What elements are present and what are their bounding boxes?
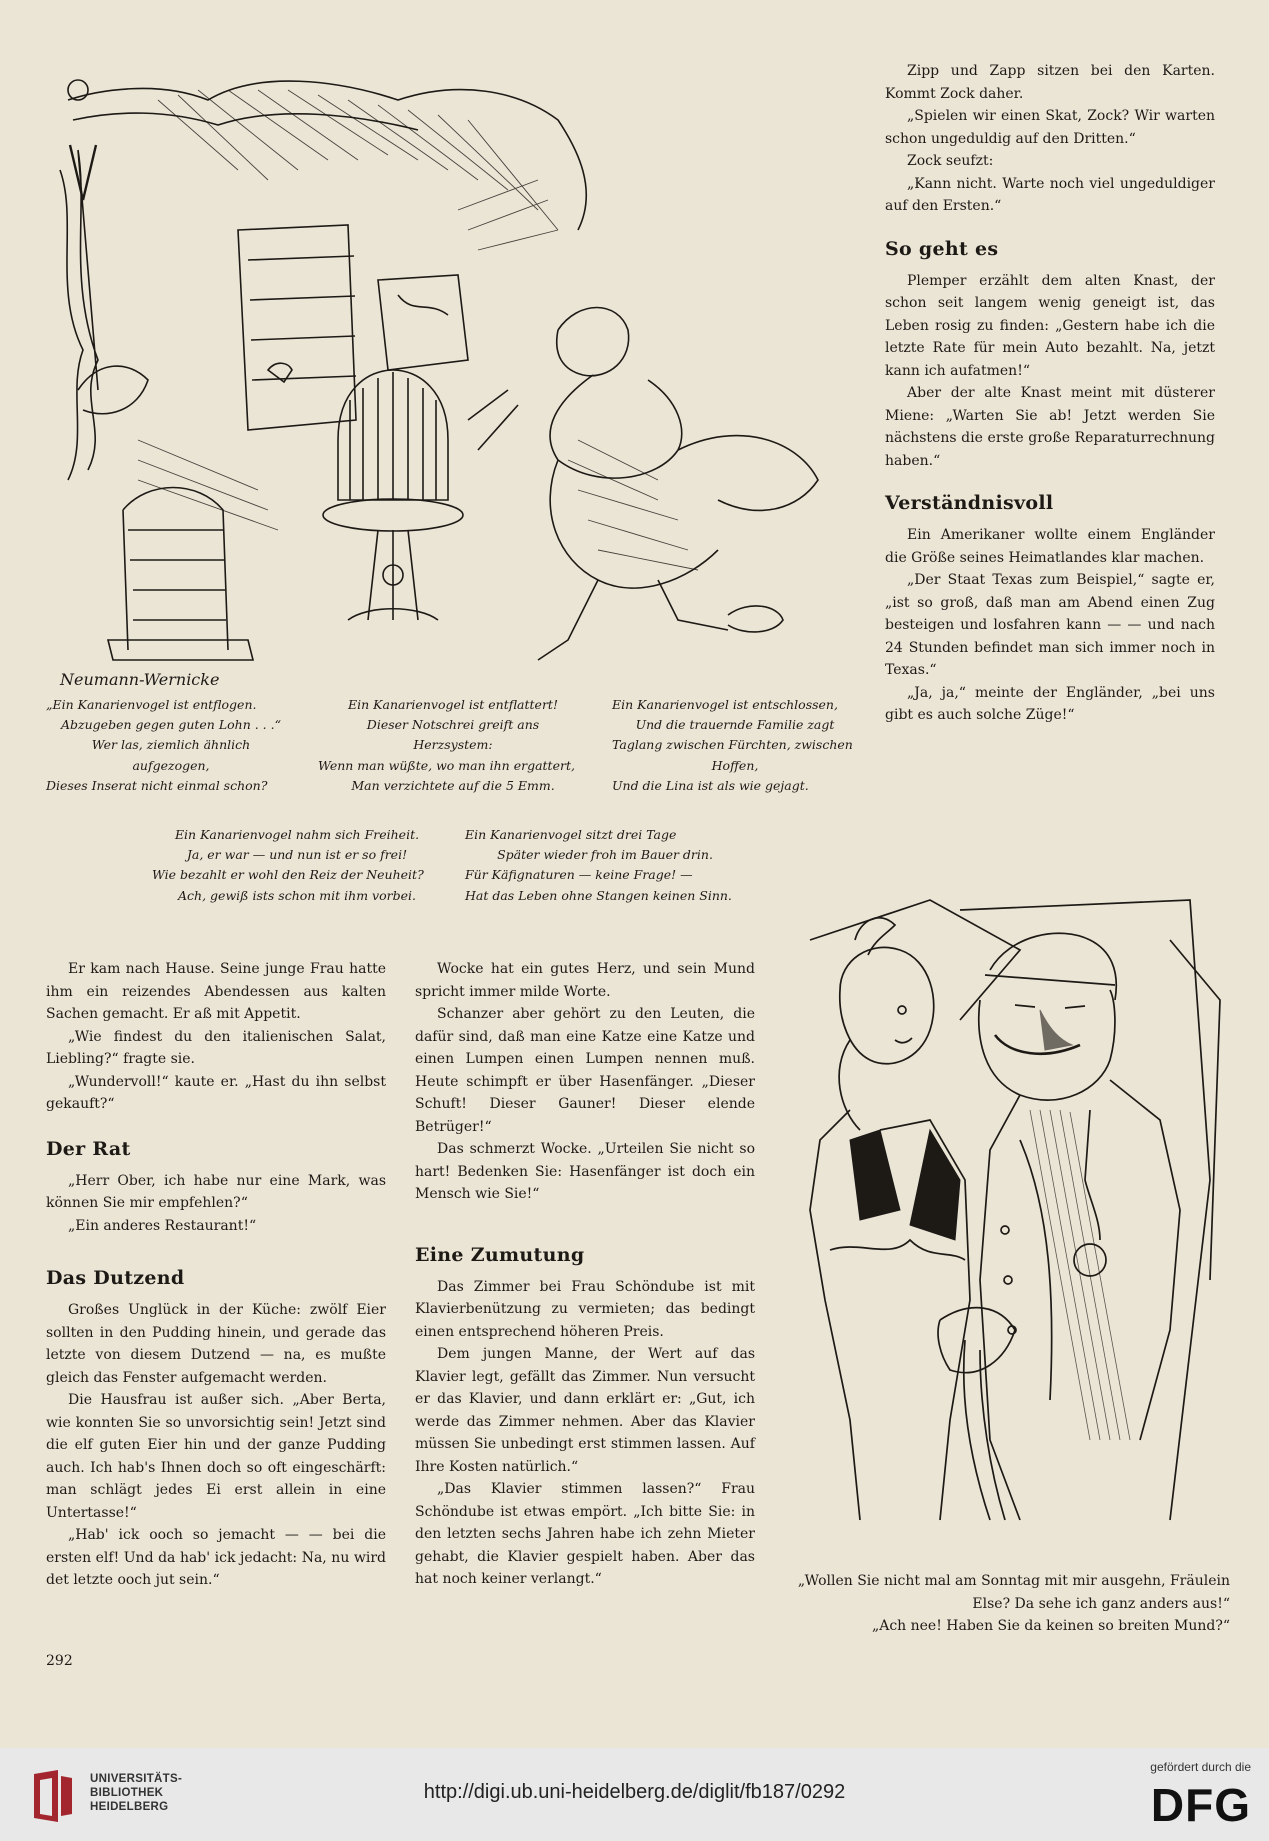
poem-line: Taglang zwischen Fürchten, zwischen [612,737,853,753]
poem-line: Ein Kanarienvogel ist entflattert! [348,697,558,712]
section-title: Verständnisvoll [885,492,1054,514]
paragraph: „Wundervoll!“ kaute er. „Hast du ihn selbst gekauft?“ [46,1073,386,1112]
poem-line: Und die trauernde Familie zagt [635,717,835,733]
paragraph: „Ja, ja,“ meinte der Engländer, „bei uns gibt es auch solche Züge!“ [885,684,1215,723]
paragraph: Plemper erzählt dem alten Knast, der schon seit langem wenig geneigt ist, das Leben rosig zu finden: „Gestern habe ich die letzte Rate für mein Auto bezahlt. Na, jetzt kann ich aufatmen!“ [885,272,1215,379]
caption-line: „Ach nee! Haben Sie da keinen so breiten Mund?“ [871,1618,1230,1634]
poem-line: Wenn man wüßte, wo man ihn ergattert, [318,757,575,773]
paragraph: Großes Unglück in der Küche: zwölf Eier sollten in den Pudding hinein, und gerade das letzte von diesem Dutzend — na, es mußte gleich das Fenster aufgemacht werden. [46,1302,386,1386]
funded-by-label: gefördert durch die [1150,1760,1251,1774]
poem-line: Wer las, ziemlich ähnlich [91,737,251,753]
poem-line: Hat das Leben ohne Stangen keinen Sinn. [465,887,732,903]
paragraph: „Wie findest du den italienischen Salat, Liebling?“ fragte sie. [46,1028,386,1067]
poem-line: Für Käfignaturen — keine Frage! — [465,867,693,883]
footer-bar [0,1748,1269,1841]
illustration-signature: Neumann-Wernicke [60,670,220,689]
dfg-logo: DFG [1150,1779,1251,1831]
paragraph: Zipp und Zapp sitzen bei den Karten. Kommt Zock daher. [885,63,1215,102]
poem-line: aufgezogen, [132,757,210,773]
paragraph: „Herr Ober, ich habe nur eine Mark, was können Sie mir empfehlen?“ [46,1172,386,1211]
poem-line: Hoffen, [711,757,759,773]
paragraph: Dem jungen Manne, der Wert auf das Klavier legt, gefällt das Zimmer. Nun versucht er das Klavier, und dann erklärt er: „Gut, ich werde das Zimmer nehmen. Aber das Klavier müssen Sie unbedingt erst stimmen lassen. Auf Ihre Kosten natürlich.“ [415,1346,755,1475]
poem-line: Abzugeben gegen guten Lohn . . .“ [61,717,281,733]
poem-line: Dieses Inserat nicht einmal schon? [46,777,268,793]
paragraph: „Der Staat Texas zum Beispiel,“ sagte er, „ist so groß, daß man am Abend einen Zug besteigen und losfahren kann — — und nach 24 Stunden befindet man sich immer noch in Texas.“ [885,572,1215,678]
library-line: UNIVERSITÄTS- [90,1773,183,1785]
illustration-canary-chase [38,60,868,700]
paragraph: Die Hausfrau ist außer sich. „Aber Berta, wie konnten Sie so unvorsichtig sein! Jetzt sind die elf guten Eier hin und der ganze Pudding auch. Ich hab's Ihnen doch so oft eingeschärft: man schlägt jedes Ei erst allein in eine Untertasse!“ [46,1392,386,1521]
paragraph: Zock seufzt: [907,153,994,169]
paragraph: „Kann nicht. Warte noch viel ungeduldiger auf den Ersten.“ [885,175,1215,214]
poem-line: Ein Kanarienvogel ist entschlossen, [612,697,838,712]
source-url-link[interactable]: http://digi.ub.uni-heidelberg.de/diglit/fb187/0292 [423,1781,846,1803]
paragraph: „Ein anderes Restaurant!“ [68,1217,257,1234]
section-title: Das Dutzend [46,1267,185,1289]
poem-stanza-4 [152,825,442,906]
paragraph: Das Zimmer bei Frau Schöndube ist mit Klavierbenützung zu vermieten; das bedingt einen entsprechend höheren Preis. [415,1278,755,1340]
poem-line: Ja, er war — und nun ist er so frei! [186,847,408,863]
paragraph: „Das Klavier stimmen lassen?“ Frau Schöndube ist etwas empört. „Ich bitte Sie: in den letzten sechs Jahren habe ich zehn Mieter gehabt, die Klavier gespielt haben. Aber das hat noch keiner verlangt.“ [415,1481,755,1587]
paragraph: „Hab' ick ooch so jemacht — — bei die ersten elf! Und da hab' ick jedacht: Na, nu wird det letzte ooch jut sein.“ [46,1527,386,1588]
library-line: BIBLIOTHEK [90,1787,164,1799]
caption-line: „Wollen Sie nicht mal am Sonntag mit mir ausgehn, Fräulein Else? Da sehe ich ganz anders aus!“ [797,1573,1230,1612]
illustration-maid-and-soldier [790,880,1225,1540]
right-column-top [885,60,1215,727]
poem-stanza-1 [46,695,296,796]
poem-line: Dieser Notschrei greift ans [366,717,540,733]
illustration-caption [782,1570,1230,1638]
paragraph: Schanzer aber gehört zu den Leuten, die dafür sind, daß man eine Katze eine Katze und einen Lumpen einen Lumpen nennen muß. Heute schimpft er über Hasenfänger. „Dieser Schuft! Dieser Gauner! Dieser elende Betrüger!“ [415,1006,755,1135]
paragraph: Ein Amerikaner wollte einem Engländer die Größe seines Heimatlandes klar machen. [885,527,1215,566]
paragraph: Das schmerzt Wocke. „Urteilen Sie nicht so hart! Bedenken Sie: Hasenfänger ist doch ein Mensch wie Sie!“ [415,1141,755,1202]
library-line: HEIDELBERG [90,1801,169,1813]
poem-line: Wie bezahlt er wohl den Reiz der Neuheit? [152,867,424,883]
poem-line: Ach, gewiß ists schon mit ihm vorbei. [178,887,416,903]
left-column [46,958,386,1592]
paragraph: Aber der alte Knast meint mit düsterer Miene: „Warten Sie ab! Jetzt werden Sie nächstens die erste große Reparaturrechnung haben.“ [885,385,1215,469]
paragraph: Wocke hat ein gutes Herz, und sein Mund spricht immer milde Worte. [415,961,755,1000]
poem-line: Später wieder froh im Bauer drin. [497,847,713,863]
section-title: Eine Zumutung [415,1243,585,1266]
poem-stanza-2 [318,695,588,796]
paragraph: „Spielen wir einen Skat, Zock? Wir warten schon ungeduldig auf den Dritten.“ [885,108,1215,147]
poem-line: Ein Kanarienvogel nahm sich Freiheit. [174,827,420,842]
page-number: 292 [46,1653,73,1669]
middle-column [415,958,755,1591]
paragraph: Er kam nach Hause. Seine junge Frau hatte ihm ein reizendes Abendessen aus kalten Sachen gemacht. Er aß mit Appetit. [46,961,386,1022]
poem-line: Ein Kanarienvogel sitzt drei Tage [465,827,677,842]
poem-line: „Ein Kanarienvogel ist entflogen. [46,697,257,712]
poem-line: Herzsystem: [413,737,493,753]
poem-line: Und die Lina ist als wie gejagt. [612,777,809,793]
poem-stanza-3 [612,695,858,796]
section-title: Der Rat [46,1137,131,1160]
section-title: So geht es [885,237,999,260]
poem-line: Man verzichtete auf die 5 Emm. [351,777,555,793]
poem-stanza-5 [465,825,745,906]
